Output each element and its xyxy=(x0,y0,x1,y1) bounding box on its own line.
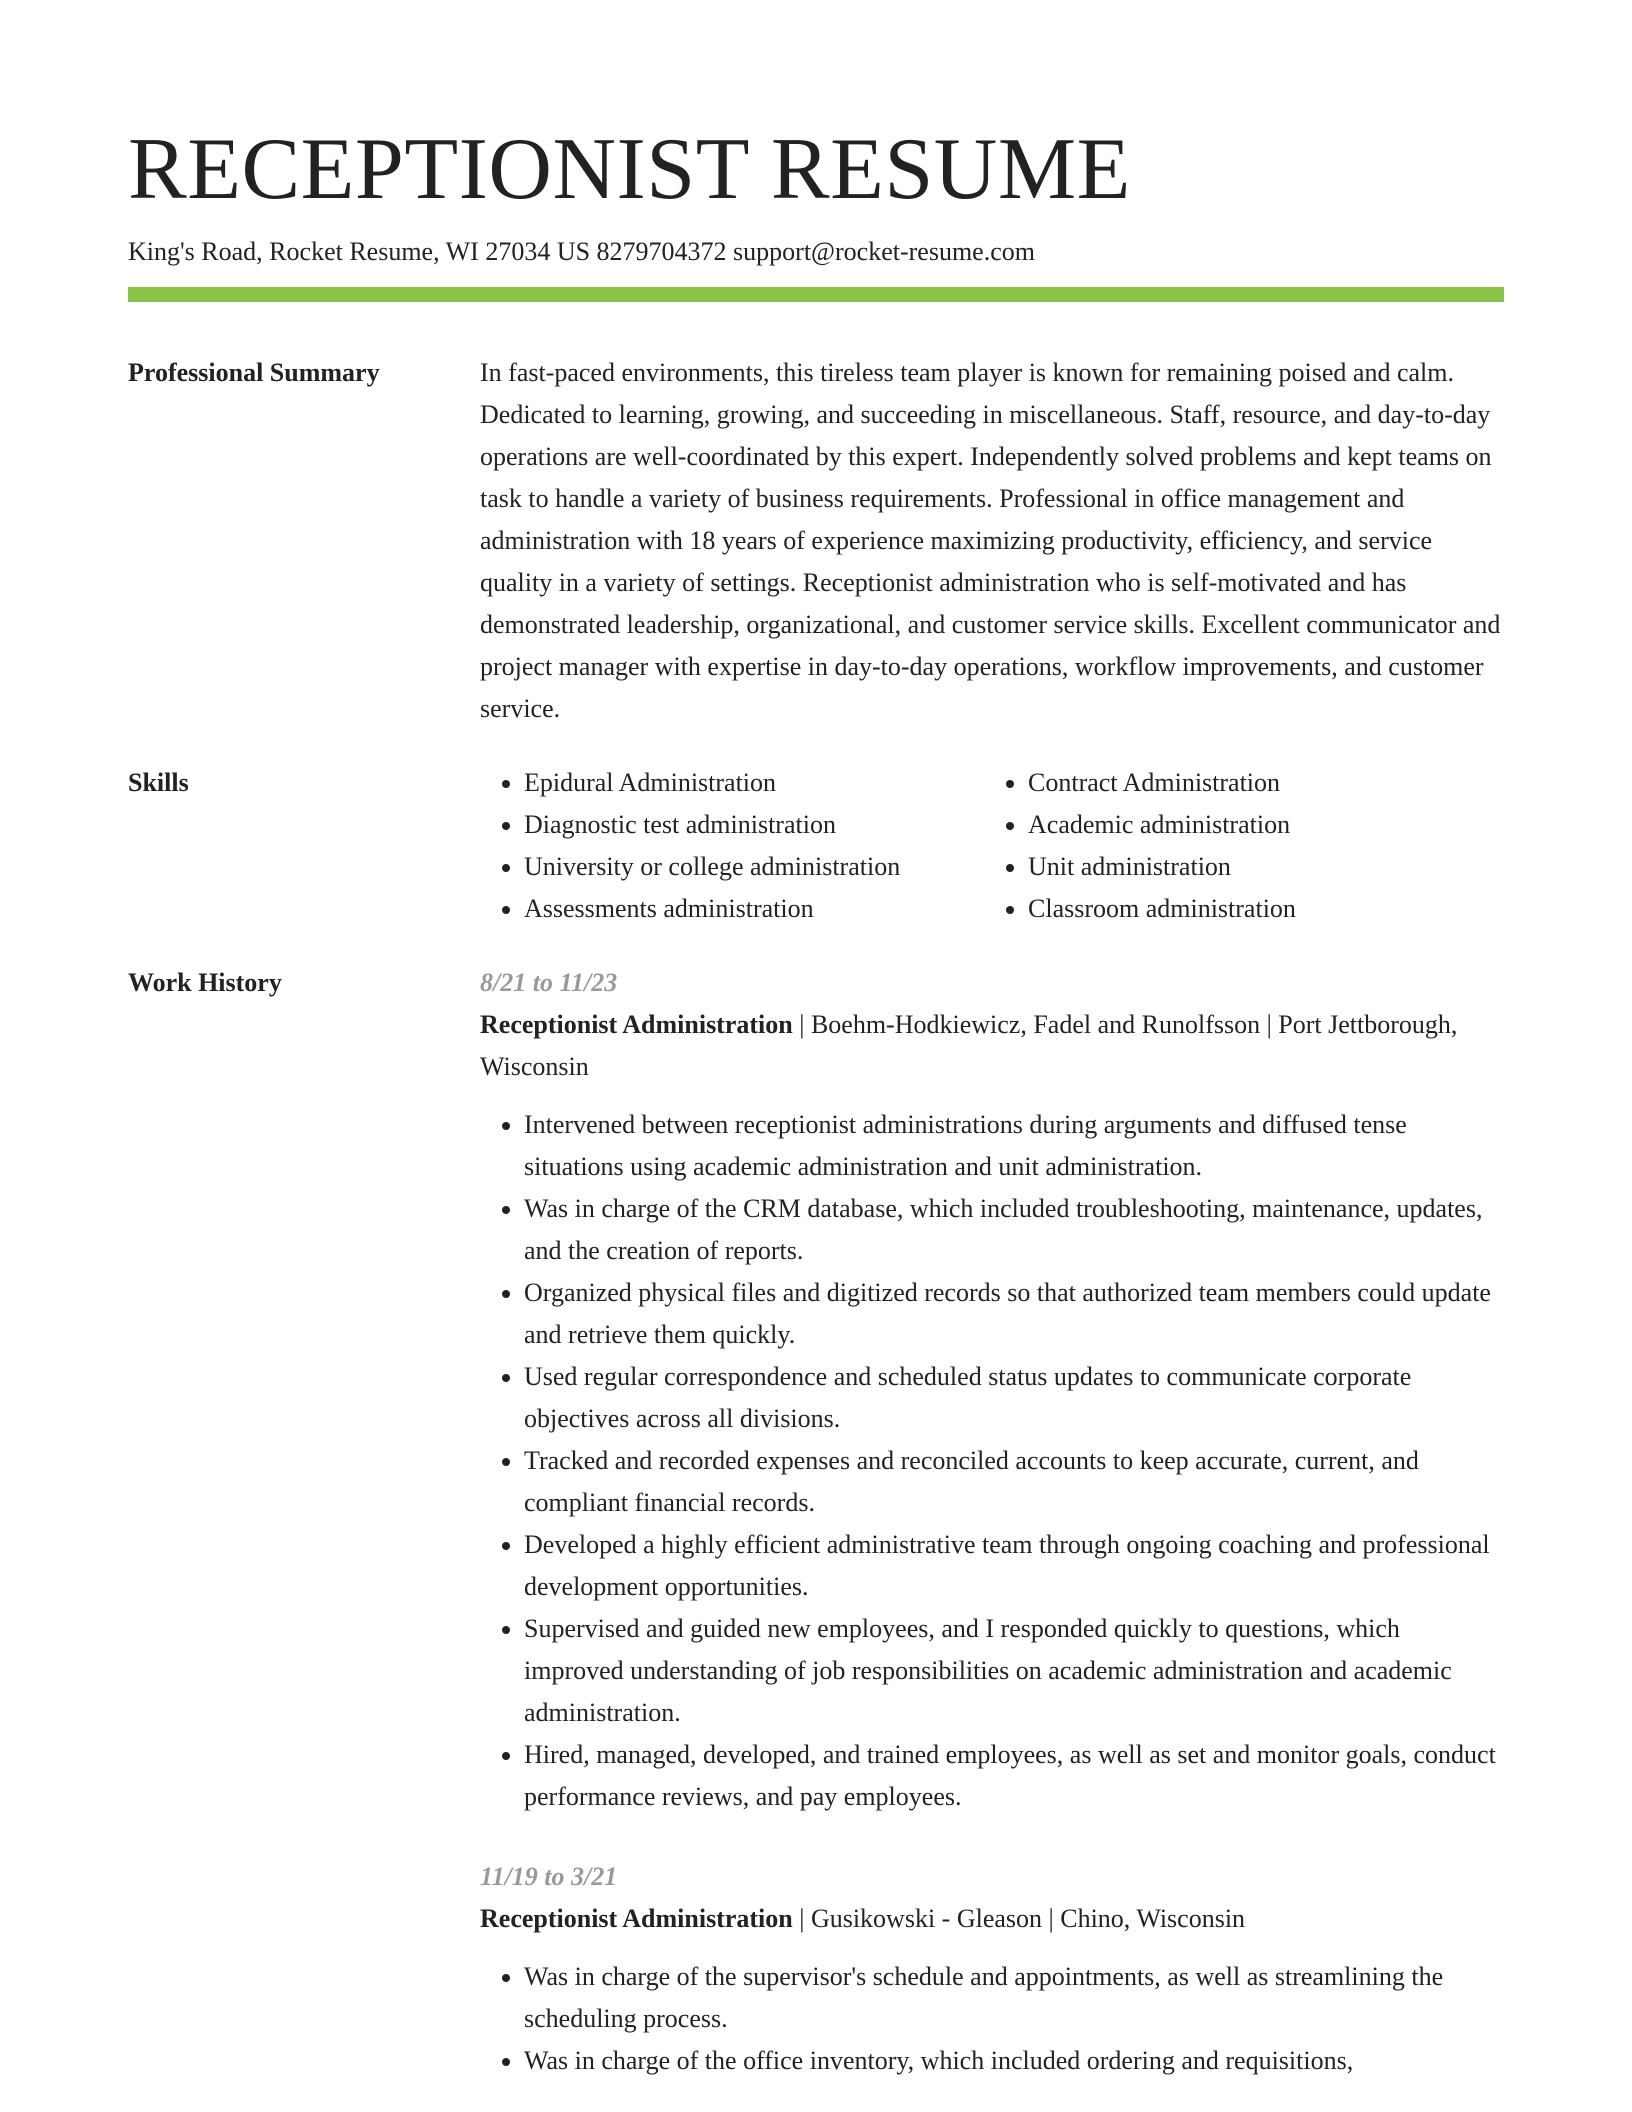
skills-section xyxy=(128,762,1504,930)
job-dates: 8/21 to 11/23 xyxy=(480,968,618,997)
summary-label: Professional Summary xyxy=(128,358,380,387)
skills-body xyxy=(480,762,1528,930)
job-bullet: • Supervised and guided new employees, and I responded quickly to questions, which improved understanding of job responsibilities on academic administration and academic administration. xyxy=(524,1608,1504,1734)
work-history-body xyxy=(480,962,1504,2082)
job-title: Receptionist Administration xyxy=(480,1904,793,1933)
job-bullets xyxy=(480,1956,1504,2082)
job-heading xyxy=(480,1898,1504,1940)
skill-item: • Unit administration xyxy=(1028,846,1528,888)
skill-item: • Academic administration xyxy=(1028,804,1528,846)
job-entry xyxy=(480,962,1504,1818)
skill-item: • Epidural Administration xyxy=(524,762,984,804)
job-bullet: • Hired, managed, developed, and trained employees, as well as set and monitor goals, conduct performance reviews, and pay employees. xyxy=(524,1734,1504,1818)
work-history-section xyxy=(128,962,1504,2082)
skill-item: • University or college administration xyxy=(524,846,984,888)
skill-item: • Diagnostic test administration xyxy=(524,804,984,846)
job-details: | Gusikowski - Gleason | Chino, Wisconsin xyxy=(792,1904,1246,1933)
job-title: Receptionist Administration xyxy=(480,1010,793,1039)
summary-section xyxy=(128,352,1504,730)
job-bullet: • Was in charge of the supervisor's schedule and appointments, as well as streamlining the scheduling process. xyxy=(524,1956,1504,2040)
skill-item: • Contract Administration xyxy=(1028,762,1528,804)
job-heading xyxy=(480,1004,1504,1088)
job-bullets xyxy=(480,1104,1504,1818)
resume-page xyxy=(128,120,1504,2082)
job-entry xyxy=(480,1856,1504,2082)
summary-text: In fast-paced environments, this tireless team player is known for remaining poised and calm. Dedicated to learning, growing, and succeeding in miscellaneous. Staff, resource, and day-to-day operations are well-coordinated by this expert. Independently solved problems and kept teams on task to handle a variety of business requirements. Professional in office management and administration with 18 years of experience maximizing productivity, efficiency, and service quality in a variety of settings. Receptionist administration who is self-motivated and has demonstrated leadership, organizational, and customer service skills. Excellent communicator and project manager with expertise in day-to-day operations, workflow improvements, and customer service. xyxy=(480,358,1501,723)
job-dates: 11/19 to 3/21 xyxy=(480,1862,618,1891)
contact-line: King's Road, Rocket Resume, WI 27034 US 8279704372 support@rocket-resume.com xyxy=(128,237,1035,266)
skills-column-1 xyxy=(480,762,984,930)
job-bullet: • Tracked and recorded expenses and reconciled accounts to keep accurate, current, and compliant financial records. xyxy=(524,1440,1504,1524)
skills-column-2 xyxy=(984,762,1528,930)
page-title: RECEPTIONIST RESUME xyxy=(128,121,1131,218)
job-bullet: • Was in charge of the CRM database, which included troubleshooting, maintenance, updates, and the creation of reports. xyxy=(524,1188,1504,1272)
job-bullet: • Intervened between receptionist administrations during arguments and diffused tense situations using academic administration and unit administration. xyxy=(524,1104,1504,1188)
job-details: | Boehm-Hodkiewicz, Fadel and Runolfsson | Port Jettborough, Wisconsin xyxy=(480,1010,1458,1081)
job-bullet: • Was in charge of the office inventory, which included ordering and requisitions, xyxy=(524,2040,1504,2082)
job-bullet: • Developed a highly efficient administrative team through ongoing coaching and professional development opportunities. xyxy=(524,1524,1504,1608)
skill-item: • Classroom administration xyxy=(1028,888,1528,930)
skills-grid xyxy=(480,762,1528,930)
header-divider xyxy=(128,287,1504,302)
work-history-label: Work History xyxy=(128,968,282,997)
job-bullet: • Organized physical files and digitized records so that authorized team members could update and retrieve them quickly. xyxy=(524,1272,1504,1356)
skill-item: • Assessments administration xyxy=(524,888,984,930)
skills-label: Skills xyxy=(128,768,189,797)
job-bullet: • Used regular correspondence and scheduled status updates to communicate corporate objectives across all divisions. xyxy=(524,1356,1504,1440)
